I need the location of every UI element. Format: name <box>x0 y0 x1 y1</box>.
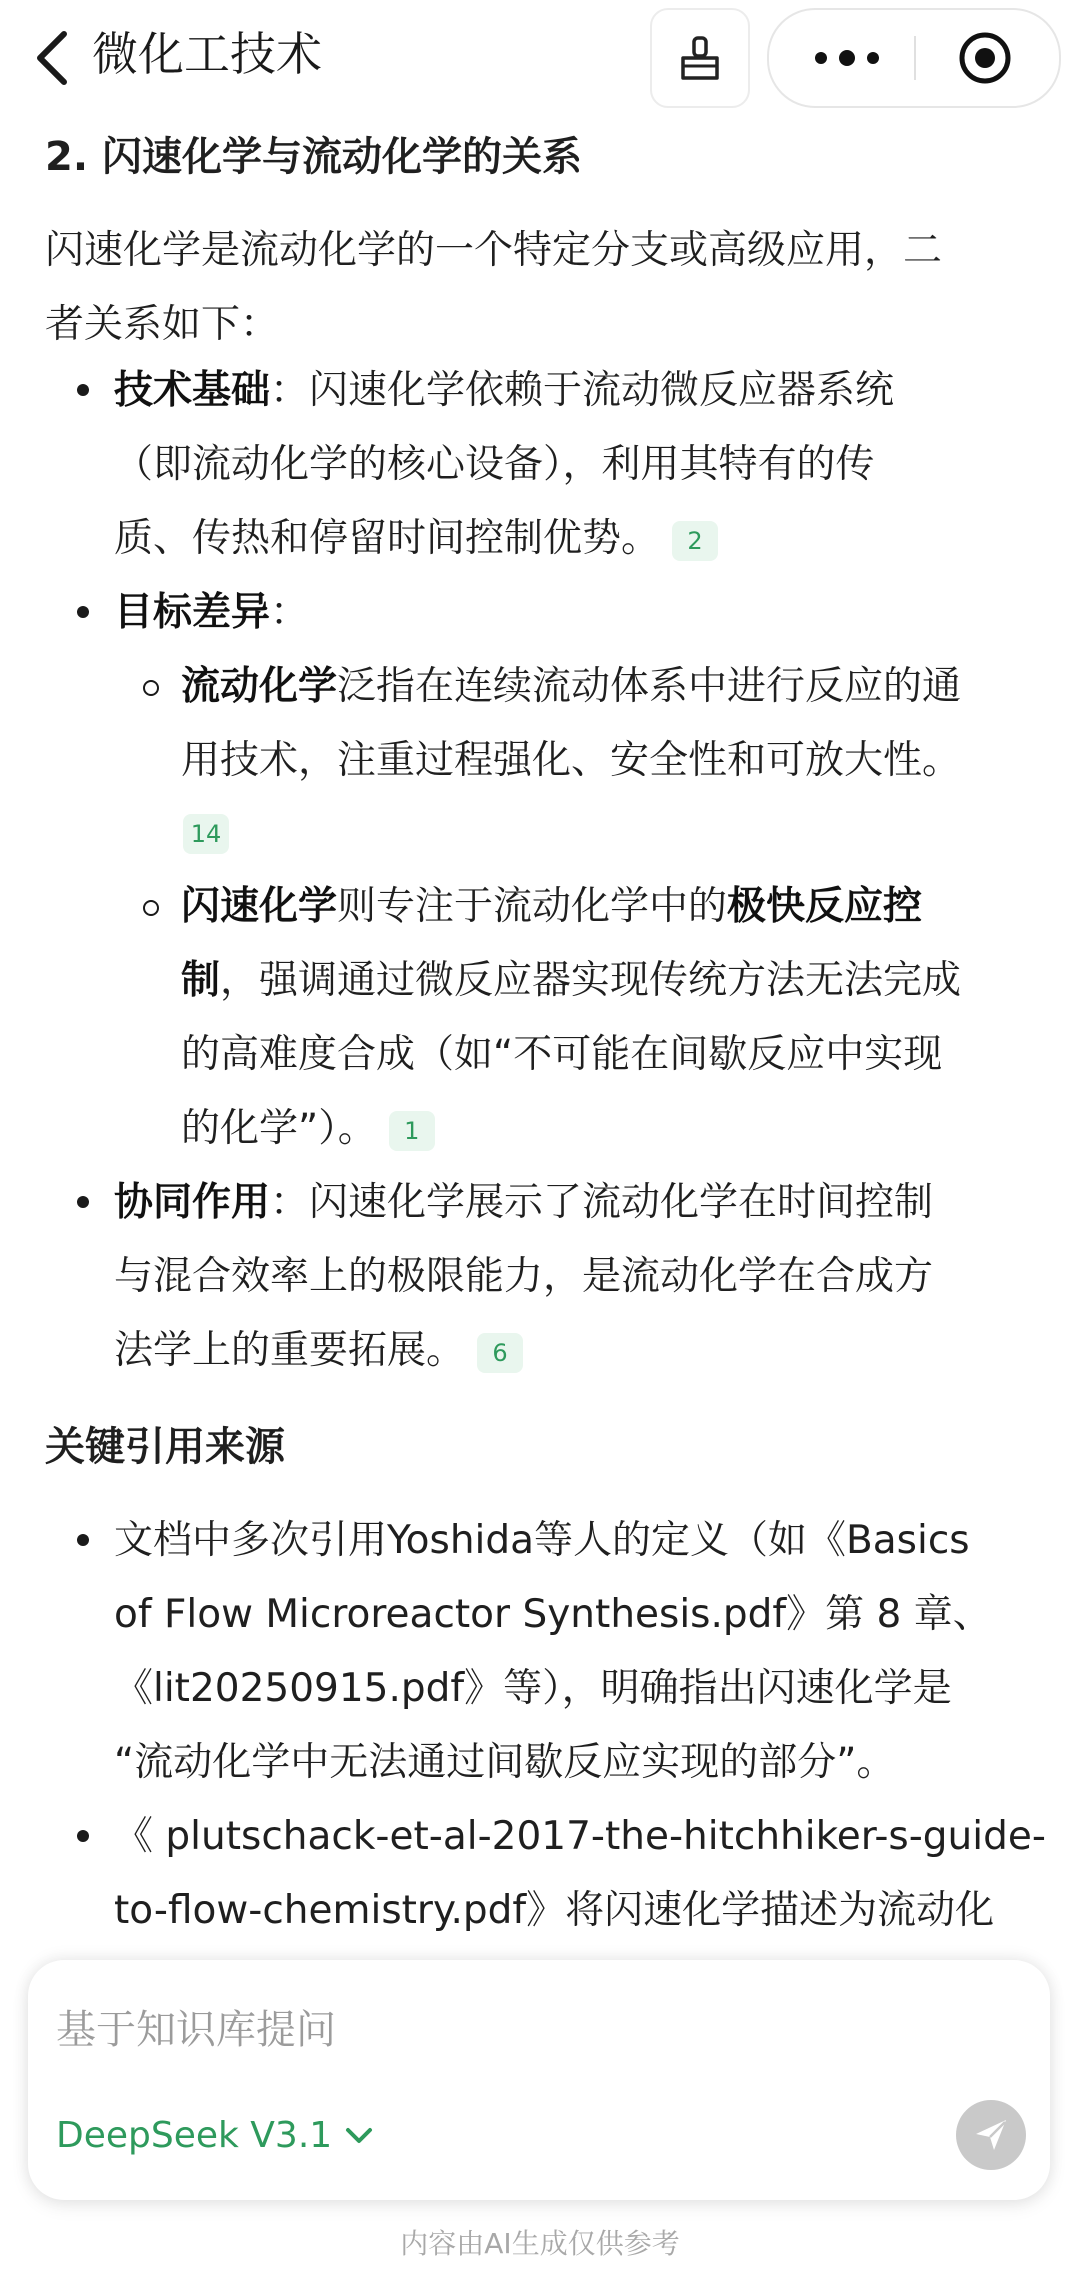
ref-text: 《lit20250915.pdf》等），明确指出闪速化学是 <box>114 1666 952 1711</box>
ref-text: 文档中多次引用Yoshida等人的定义（如《Basics <box>114 1518 970 1563</box>
citation-badge[interactable]: 14 <box>183 814 229 854</box>
section-heading: 2. 闪速化学与流动化学的关系 <box>45 134 582 180</box>
bullet-dot <box>77 1534 89 1546</box>
target-circle-icon[interactable] <box>957 30 1013 86</box>
sub-bullet-text: 的化学”）。 <box>181 1106 377 1151</box>
sub-bullet-text: 用技术，注重过程强化、安全性和可放大性。 <box>181 738 962 783</box>
ai-disclaimer: 内容由AI生成仅供参考 <box>400 2227 680 2260</box>
send-button[interactable] <box>956 2100 1026 2170</box>
model-name: DeepSeek V3.1 <box>56 2115 333 2156</box>
refs-heading: 关键引用来源 <box>45 1424 285 1470</box>
chevron-left-icon[interactable] <box>30 28 74 88</box>
model-selector[interactable] <box>56 2115 374 2156</box>
clean-button[interactable] <box>650 8 750 108</box>
question-input[interactable]: 基于知识库提问 <box>56 2007 336 2053</box>
bullet-line <box>114 502 718 576</box>
sub-bullet-circle <box>143 900 159 916</box>
sub-bullet-flash-chemistry <box>181 870 922 944</box>
sub-bullet-label: 闪速化学 <box>181 884 338 929</box>
capsule-divider <box>914 36 916 80</box>
bullet-label: 技术基础 <box>114 368 271 413</box>
broom-icon <box>677 34 723 82</box>
bullet-line <box>114 1314 523 1388</box>
sub-bullet-circle <box>143 680 159 696</box>
bullet-text: 与混合效率上的极限能力，是流动化学在合成方 <box>114 1254 934 1299</box>
sub-bullet-line <box>181 1092 435 1166</box>
send-arrow-icon <box>972 2116 1010 2154</box>
bullet-dot <box>77 606 89 618</box>
sub-bullet-emphasis: 极快反应控 <box>727 884 923 929</box>
bullet-goal-difference <box>114 576 309 650</box>
citation-badge[interactable]: 1 <box>389 1111 435 1151</box>
bullet-text: ：闪速化学展示了流动化学在时间控制 <box>270 1180 934 1225</box>
bullet-text: （即流动化学的核心设备），利用其特有的传 <box>114 442 875 487</box>
bullet-colon: ： <box>270 590 310 635</box>
ref-text: 《 plutschack-et-al-2017-the-hitchhiker-s-guide- <box>114 1814 1046 1859</box>
ref-text: to-flow-chemistry.pdf》将闪速化学描述为流动化 <box>114 1888 995 1933</box>
more-dots-icon[interactable] <box>807 40 887 76</box>
ref-text: “流动化学中无法通过间歇反应实现的部分”。 <box>114 1740 896 1785</box>
bullet-dot <box>77 1196 89 1208</box>
bullet-technical-basis <box>114 354 894 428</box>
bullet-synergy <box>114 1166 933 1240</box>
question-input-box[interactable] <box>28 1960 1050 2200</box>
bullet-text: 法学上的重要拓展。 <box>114 1328 466 1373</box>
sub-bullet-line <box>181 944 961 1018</box>
ref-text: of Flow Microreactor Synthesis.pdf》第 8 章、 <box>114 1592 992 1637</box>
sub-bullet-flow-chemistry <box>181 650 961 724</box>
intro-line: 者关系如下： <box>45 302 280 347</box>
mini-program-capsule <box>767 8 1061 108</box>
answer-content <box>0 120 1080 1960</box>
citation-badge[interactable]: 6 <box>477 1333 523 1373</box>
intro-line: 闪速化学是流动化学的一个特定分支或高级应用，二 <box>45 228 943 273</box>
top-bar <box>0 0 1080 120</box>
citation-badge[interactable]: 2 <box>672 521 718 561</box>
bullet-label: 目标差异 <box>114 590 271 635</box>
bullet-text: ：闪速化学依赖于流动微反应器系统 <box>270 368 895 413</box>
page-title: 微化工技术 <box>92 27 322 81</box>
bullet-text: 质、传热和停留时间控制优势。 <box>114 516 661 561</box>
chevron-down-icon <box>344 2126 374 2146</box>
sub-bullet-label: 流动化学 <box>181 664 338 709</box>
sub-bullet-emphasis: 制 <box>181 958 221 1003</box>
bullet-label: 协同作用 <box>114 1180 271 1225</box>
bullet-dot <box>77 384 89 396</box>
sub-bullet-text: 泛指在连续流动体系中进行反应的通 <box>337 664 962 709</box>
sub-bullet-text: 的高难度合成（如“不可能在间歇反应中实现 <box>181 1032 943 1077</box>
sub-bullet-text: ，强调通过微反应器实现传统方法无法完成 <box>220 958 962 1003</box>
sub-bullet-text: 则专注于流动化学中的 <box>337 884 728 929</box>
bullet-dot <box>77 1830 89 1842</box>
